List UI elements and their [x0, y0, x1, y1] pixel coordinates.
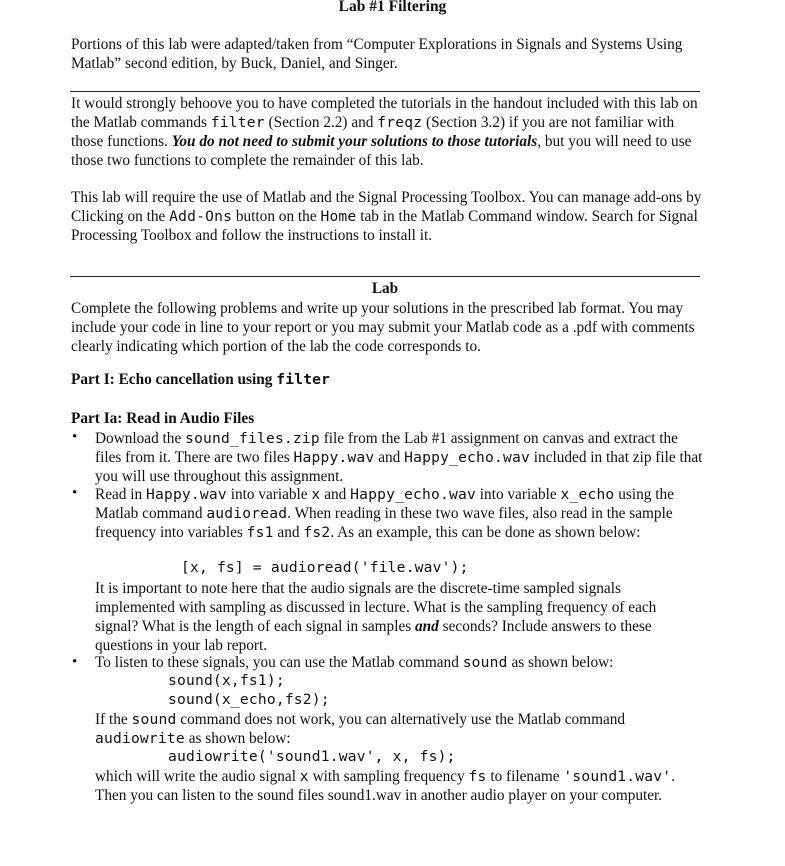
- bullet-icon: •: [72, 429, 78, 445]
- divider: [70, 91, 700, 92]
- lab-intro-paragraph: Complete the following problems and write up your solutions in the prescribed lab format. You may include your code in line to your report or you may submit your Matlab code as a .pdf with comments clearly indicating which portion of the lab the code corresponds to.: [71, 300, 695, 355]
- intro-paragraph: Portions of this lab were adapted/taken from “Computer Explorations in Signals and Systems Using Matlab” second edition, by Buck, Daniel, and Singer.: [71, 36, 683, 72]
- bullet-icon: •: [72, 485, 78, 501]
- tutorial-notice-paragraph: It would strongly behoove you to have completed the tutorials in the handout included with this lab on the Matlab commands filter (Section 2.2) and freqz (Section 3.2) if you are not familiar with those functions. You do not need to submit your solutions to those tutorials, but you will need to use those two functions to complete the remainder of this lab.: [71, 95, 698, 169]
- code-sound-x-echo: sound(x_echo,fs2);: [168, 691, 330, 708]
- code-audiowrite-example: audiowrite('sound1.wav', x, fs);: [168, 748, 456, 765]
- list-item-read-audio: Read in Happy.wav into variable x and Happy_echo.wav into variable x_echo using the Matlab command audioread. When reading in these two wave files, also read in the sample frequency into variables fs1 and fs2. As an example, this can be done as shown below:: [95, 486, 674, 541]
- list-item-listen: To listen to these signals, you can use the Matlab command sound as shown below:: [95, 654, 614, 671]
- part-1a-heading: Part Ia: Read in Audio Files: [71, 410, 255, 427]
- lab-heading: Lab: [371, 280, 399, 297]
- code-audioread-example: [x, fs] = audioread('file.wav');: [181, 559, 469, 576]
- page-title: Lab #1 Filtering: [338, 0, 447, 15]
- code-sound-x: sound(x,fs1);: [168, 672, 285, 689]
- bullet-icon: •: [72, 654, 78, 670]
- audiowrite-alternative-paragraph: If the sound command does not work, you can alternatively use the Matlab command audiowrite as shown below:: [95, 711, 626, 747]
- list-item-download: Download the sound_files.zip file from the Lab #1 assignment on canvas and extract the files from it. There are two files Happy.wav and Happy_echo.wav included in that zip file that you will use throughout this assignment.: [95, 430, 703, 485]
- divider: [70, 276, 700, 277]
- part-1-heading: Part I: Echo cancellation using filter: [71, 371, 331, 388]
- toolbox-paragraph: This lab will require the use of Matlab and the Signal Processing Toolbox. You can manage add-ons by Clicking on the Add-Ons button on the Home tab in the Matlab Command window. Search for Signal Processing Toolbox and follow the instructions to install it.: [71, 189, 702, 244]
- sampling-question-paragraph: It is important to note here that the audio signals are the discrete-time sampled signals implemented with sampling as discussed in lecture. What is the sampling frequency of each signal? What is the length of each signal in samples and seconds? Include answers to these questions in your lab report.: [95, 580, 657, 654]
- audiowrite-explanation-paragraph: which will write the audio signal x with sampling frequency fs to filename 'sound1.wav'. Then you can listen to the sound files sound1.wav in another audio player on your computer.: [95, 768, 676, 804]
